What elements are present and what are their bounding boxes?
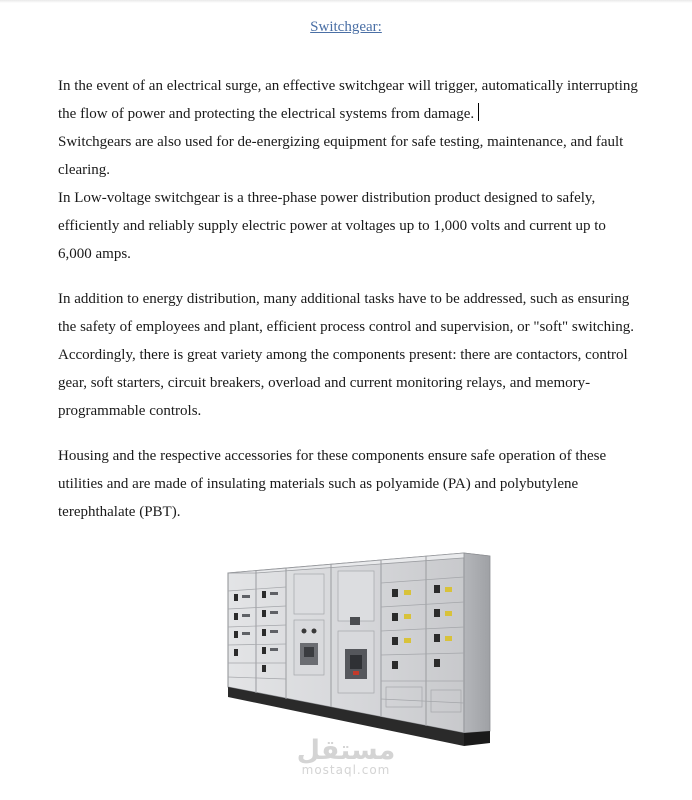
watermark-latin: mostaql.com [301,763,391,777]
paragraph-low-voltage: In Low-voltage switchgear is a three-phase power distribution product designed to safely, efficiently and reliably supply electric power at voltages up to 1,000 volts and current up to 6,000 amps. [58,190,606,262]
watermark-arabic: مستقل [296,735,396,766]
paragraph-surge [58,72,638,128]
mostaql-watermark [296,736,396,777]
document-title[interactable]: Switchgear: [310,19,382,35]
paragraph-surge-text: In the event of an electrical surge, an effective switchgear will trigger, automatically interrupting the flow of power and protecting the electrical systems from damage. [58,78,638,122]
text-cursor [478,103,479,121]
switchgear-cabinet-image [226,547,492,750]
paragraph-additional-tasks: In addition to energy distribution, many additional tasks have to be addressed, such as ensuring the safety of employees and plant, efficient process control and supervision, or "soft" switching. Accordingly, there is great variety among the components present: there are contactors, control gear, soft starters, circuit breakers, overload and current monitoring relays, and memory-programmable controls. [58,291,634,419]
paragraph-deenergizing: Switchgears are also used for de-energizing equipment for safe testing, maintenance, and fault clearing. [58,134,624,178]
page-top-edge [0,0,692,3]
paragraph-housing: Housing and the respective accessories for these components ensure safe operation of these utilities and are made of insulating materials such as polyamide (PA) and polybutylene terephthalate (PBT). [58,448,607,520]
